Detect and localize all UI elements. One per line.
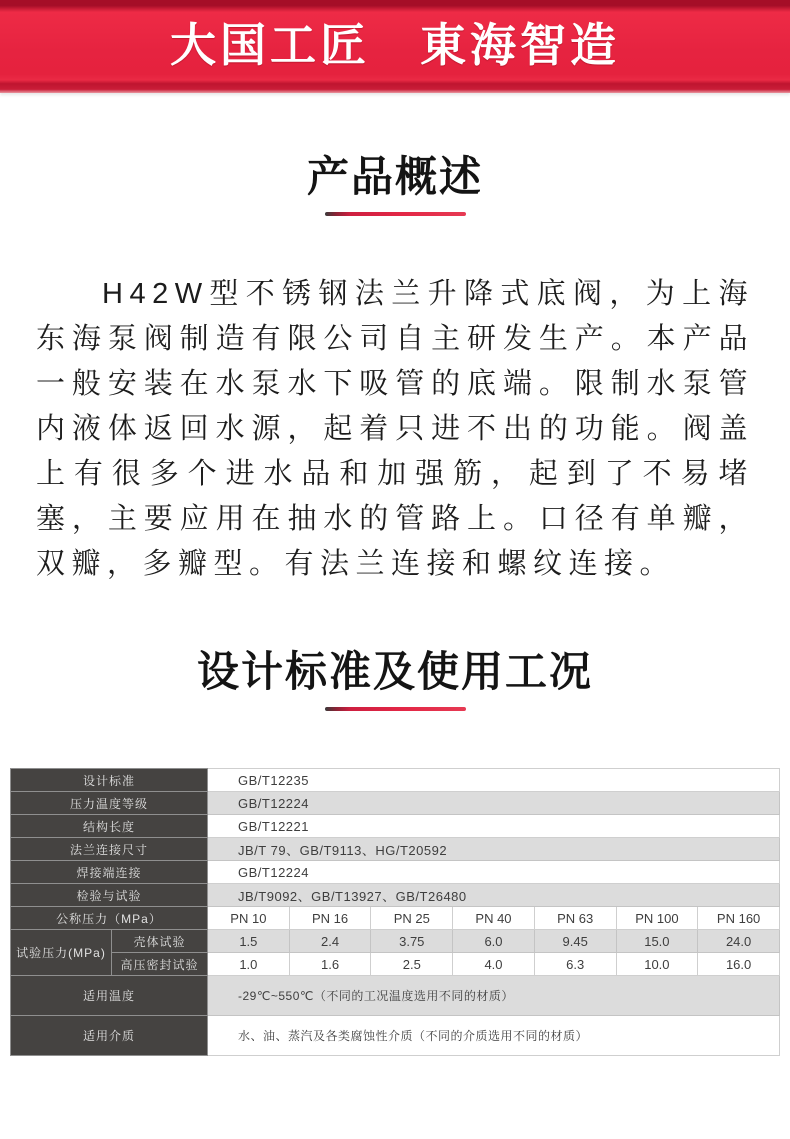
value-cell: 9.45 [534, 930, 616, 953]
banner-title: 大国工匠 東海智造 [170, 18, 620, 71]
table-row-shell-test [11, 930, 780, 953]
value-cell: 6.0 [453, 930, 535, 953]
value-cell: 4.0 [453, 953, 535, 976]
row-label: 法兰连接尺寸 [11, 838, 208, 861]
row-sublabel: 高压密封试验 [112, 953, 208, 976]
row-value: GB/T12224 [208, 861, 780, 884]
table-row-weld-end [11, 861, 780, 884]
pn-cell: PN 40 [453, 907, 535, 930]
value-cell: 2.4 [289, 930, 371, 953]
row-label: 结构长度 [11, 815, 208, 838]
value-cell: 2.5 [371, 953, 453, 976]
value-cell: 3.75 [371, 930, 453, 953]
pn-cell: PN 10 [208, 907, 290, 930]
row-value: JB/T 79、GB/T9113、HG/T20592 [208, 838, 780, 861]
pn-cell: PN 63 [534, 907, 616, 930]
specs-heading: 设计标准及使用工况 [196, 648, 593, 695]
pn-cell: PN 100 [616, 907, 698, 930]
row-label-test-pressure: 试验压力(MPa) [11, 930, 112, 976]
pn-cell: PN 160 [698, 907, 780, 930]
row-value: -29℃~550℃（不同的工况温度选用不同的材质） [208, 976, 780, 1016]
overview-paragraph: H42W型不锈钢法兰升降式底阀，为上海东海泵阀制造有限公司自主研发生产。本产品一般安装在水泵水下吸管的底端。限制水泵管内液体返回水源，起着只进不出的功能。阀盖上有很多个进水品和加强筋，起到了不易堵塞，主要应用在抽水的管路上。口径有单瓣，双瓣，多瓣型。有法兰连接和螺纹连接。 [36, 278, 754, 580]
top-banner [0, 0, 790, 93]
specs-table [10, 768, 780, 1056]
overview-heading-underline [325, 212, 466, 216]
row-value: JB/T9092、GB/T13927、GB/T26480 [208, 884, 780, 907]
row-label: 压力温度等级 [11, 792, 208, 815]
table-row-inspection-test [11, 884, 780, 907]
row-value: GB/T12224 [208, 792, 780, 815]
row-label: 设计标准 [11, 769, 208, 792]
value-cell: 1.6 [289, 953, 371, 976]
row-value: GB/T12235 [208, 769, 780, 792]
row-label: 检验与试验 [11, 884, 208, 907]
value-cell: 15.0 [616, 930, 698, 953]
row-sublabel: 壳体试验 [112, 930, 208, 953]
value-cell: 1.5 [208, 930, 290, 953]
table-row-pressure-temp-class [11, 792, 780, 815]
row-label: 适用介质 [11, 1016, 208, 1056]
value-cell: 16.0 [698, 953, 780, 976]
value-cell: 1.0 [208, 953, 290, 976]
table-row-design-standard [11, 769, 780, 792]
value-cell: 10.0 [616, 953, 698, 976]
table-row-medium [11, 1016, 780, 1056]
row-label: 焊接端连接 [11, 861, 208, 884]
table-row-flange-size [11, 838, 780, 861]
table-row-temperature [11, 976, 780, 1016]
row-label: 公称压力（MPa） [11, 907, 208, 930]
table-row-seal-test [11, 953, 780, 976]
row-label: 适用温度 [11, 976, 208, 1016]
specs-heading-underline [325, 707, 466, 711]
row-value: GB/T12221 [208, 815, 780, 838]
table-row-structure-length [11, 815, 780, 838]
pn-cell: PN 16 [289, 907, 371, 930]
value-cell: 6.3 [534, 953, 616, 976]
value-cell: 24.0 [698, 930, 780, 953]
table-row-nominal-pressure [11, 907, 780, 930]
overview-heading: 产品概述 [306, 153, 483, 200]
pn-cell: PN 25 [371, 907, 453, 930]
row-value: 水、油、蒸汽及各类腐蚀性介质（不同的介质选用不同的材质） [208, 1016, 780, 1056]
